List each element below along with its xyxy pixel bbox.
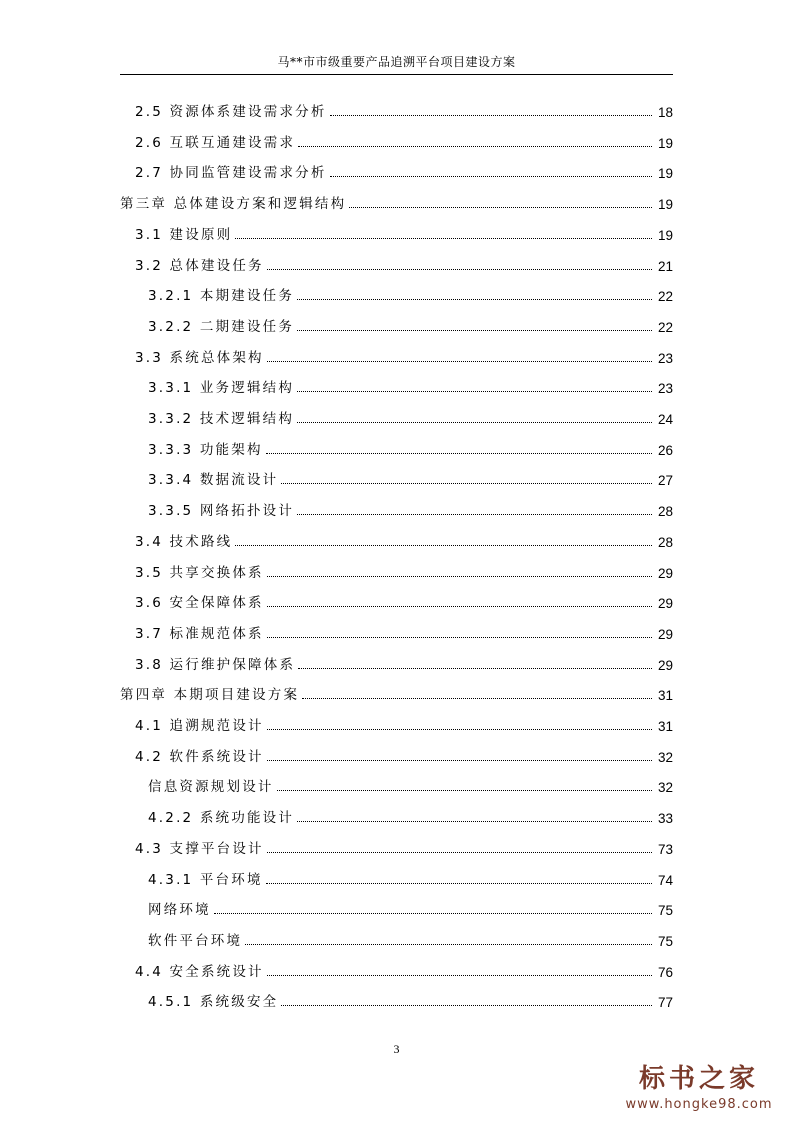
watermark-title: 标书之家 [638,1064,759,1094]
toc-entry-page: 31 [657,719,673,734]
toc-entry-title: 3.3.4 数据流设计 [148,472,279,489]
toc-entry-page: 28 [657,534,673,550]
toc-leader-dots [281,483,652,484]
toc-entry-page: 32 [657,749,673,765]
toc-leader-dots [297,514,652,515]
toc-entry-page: 33 [657,811,673,827]
toc-leader-dots [214,913,652,914]
toc-entry-title: 信息资源规划设计 [148,779,274,796]
toc-entry-page: 22 [657,319,673,335]
toc-leader-dots [235,545,652,546]
toc-entry[interactable] [0,282,793,304]
toc-entry[interactable] [0,252,793,274]
toc-entry[interactable] [0,866,793,888]
toc-entry-title: 3.3.2 技术逻辑结构 [148,411,295,427]
toc-entry-title: 3.7 标准规范体系 [135,625,264,642]
toc-entry-page: 21 [657,258,673,274]
toc-entry[interactable] [0,528,793,550]
toc-entry-page: 73 [657,841,673,857]
toc-entry-title: 4.3 支撑平台设计 [135,840,264,857]
toc-entry-title: 3.1 建设原则 [135,226,233,243]
toc-leader-dots [267,852,652,853]
toc-entry[interactable] [0,988,793,1010]
toc-entry[interactable] [0,681,793,703]
toc-entry-page: 31 [657,688,673,704]
toc-entry-title: 3.3.5 网络拓扑设计 [148,503,295,520]
toc-entry-title: 第三章 总体建设方案和逻辑结构 [120,196,347,213]
toc-entry-page: 29 [657,657,673,673]
toc-entry[interactable] [0,344,793,366]
toc-entry[interactable] [0,896,793,918]
toc-entry-title: 3.8 运行维护保障体系 [135,656,296,673]
toc-entry-page: 32 [657,780,673,796]
toc-entry[interactable] [0,773,793,795]
toc-entry[interactable] [0,497,793,519]
toc-leader-dots [266,883,652,884]
toc-leader-dots [298,668,652,669]
toc-entry-page: 29 [657,565,673,581]
toc-entry[interactable] [0,651,793,673]
toc-entry-title: 4.2 软件系统设计 [135,748,264,765]
toc-leader-dots [297,391,652,392]
toc-entry[interactable] [0,190,793,212]
toc-entry-title: 3.3.1 业务逻辑结构 [148,380,295,397]
toc-entry[interactable] [0,620,793,642]
toc-entry-page: 27 [657,473,673,489]
toc-entry[interactable] [0,466,793,488]
toc-entry-title: 2.5 资源体系建设需求分析 [135,104,327,120]
toc-entry[interactable] [0,559,793,581]
toc-entry[interactable] [0,589,793,611]
toc-entry-page: 19 [657,197,673,213]
watermark-url: www.hongke98.com [625,1097,773,1112]
toc-entry[interactable] [0,958,793,980]
page-number: 3 [393,1042,400,1056]
toc-leader-dots [349,207,652,208]
toc-entry[interactable] [0,313,793,335]
toc-entry-page: 19 [657,227,673,243]
toc-entry-page: 76 [657,964,673,980]
toc-leader-dots [277,790,652,791]
toc-entry-page: 24 [657,412,673,427]
toc-entry-title: 3.3 系统总体架构 [135,349,264,366]
toc-entry-title: 3.4 技术路线 [135,533,233,550]
toc-entry[interactable] [0,98,793,120]
toc-entry[interactable] [0,712,793,734]
toc-entry-page: 74 [657,872,673,888]
toc-entry-page: 26 [657,442,673,458]
toc-entry-page: 22 [657,289,673,305]
toc-entry-title: 3.6 安全保障体系 [135,595,264,612]
toc-entry-title: 3.2.2 二期建设任务 [148,318,295,335]
toc-entry-page: 19 [657,135,673,151]
toc-entry-title: 4.3.1 平台环境 [148,871,263,888]
toc-entry-page: 75 [657,903,673,919]
toc-entry-title: 4.4 安全系统设计 [135,963,264,980]
toc-entry-page: 23 [657,381,673,397]
toc-entry-page: 29 [657,626,673,642]
toc-entry-page: 18 [657,105,673,120]
toc-leader-dots [245,944,652,945]
toc-entry[interactable] [0,835,793,857]
toc-entry[interactable] [0,804,793,826]
toc-leader-dots [267,606,652,607]
toc-leader-dots [267,729,652,730]
toc-leader-dots [330,115,652,116]
toc-entry-title: 2.6 互联互通建设需求 [135,134,296,151]
toc-entry-title: 4.5.1 系统级安全 [148,994,279,1011]
toc-leader-dots [267,637,652,638]
toc-entry-title: 3.2 总体建设任务 [135,257,264,274]
toc-entry-title: 网络环境 [148,902,211,919]
toc-entry[interactable] [0,374,793,396]
toc-leader-dots [302,698,652,699]
page-header: 马**市市级重要产品追溯平台项目建设方案 [277,55,516,69]
toc-leader-dots [297,821,652,822]
toc-entry-page: 29 [657,596,673,612]
toc-entry-page: 23 [657,350,673,366]
toc-entry-title: 3.5 共享交换体系 [135,564,264,581]
toc-entry-title: 2.7 协同监管建设需求分析 [135,165,327,182]
toc-leader-dots [267,576,652,577]
toc-leader-dots [267,269,652,270]
watermark-logo [619,1058,779,1112]
toc-leader-dots [281,1005,652,1006]
toc-entry-page: 75 [657,933,673,949]
toc-leader-dots [330,176,652,177]
toc-leader-dots [266,453,652,454]
toc-entry[interactable] [0,436,793,458]
toc-entry-page: 77 [657,995,673,1011]
toc-leader-dots [298,146,652,147]
toc-leader-dots [267,361,652,362]
toc-entry-title: 4.2.2 系统功能设计 [148,810,295,827]
toc-entry[interactable] [0,927,793,949]
toc-entry[interactable] [0,405,793,427]
toc-leader-dots [235,238,652,239]
toc-entry[interactable] [0,221,793,243]
toc-entry-title: 4.1 追溯规范设计 [135,718,264,734]
toc-entry[interactable] [0,129,793,151]
toc-entry-title: 3.2.1 本期建设任务 [148,288,295,305]
toc-entry-title: 3.3.3 功能架构 [148,441,263,458]
toc-leader-dots [297,299,652,300]
toc-entry-title: 第四章 本期项目建设方案 [120,687,300,704]
toc-entry-page: 19 [657,166,673,182]
toc-entry[interactable] [0,743,793,765]
toc-leader-dots [297,422,652,423]
toc-leader-dots [267,760,652,761]
toc-leader-dots [297,330,652,331]
toc-entry[interactable] [0,159,793,181]
toc-entry-title: 软件平台环境 [148,932,243,949]
toc-leader-dots [267,975,652,976]
toc-entry-page: 28 [657,504,673,520]
